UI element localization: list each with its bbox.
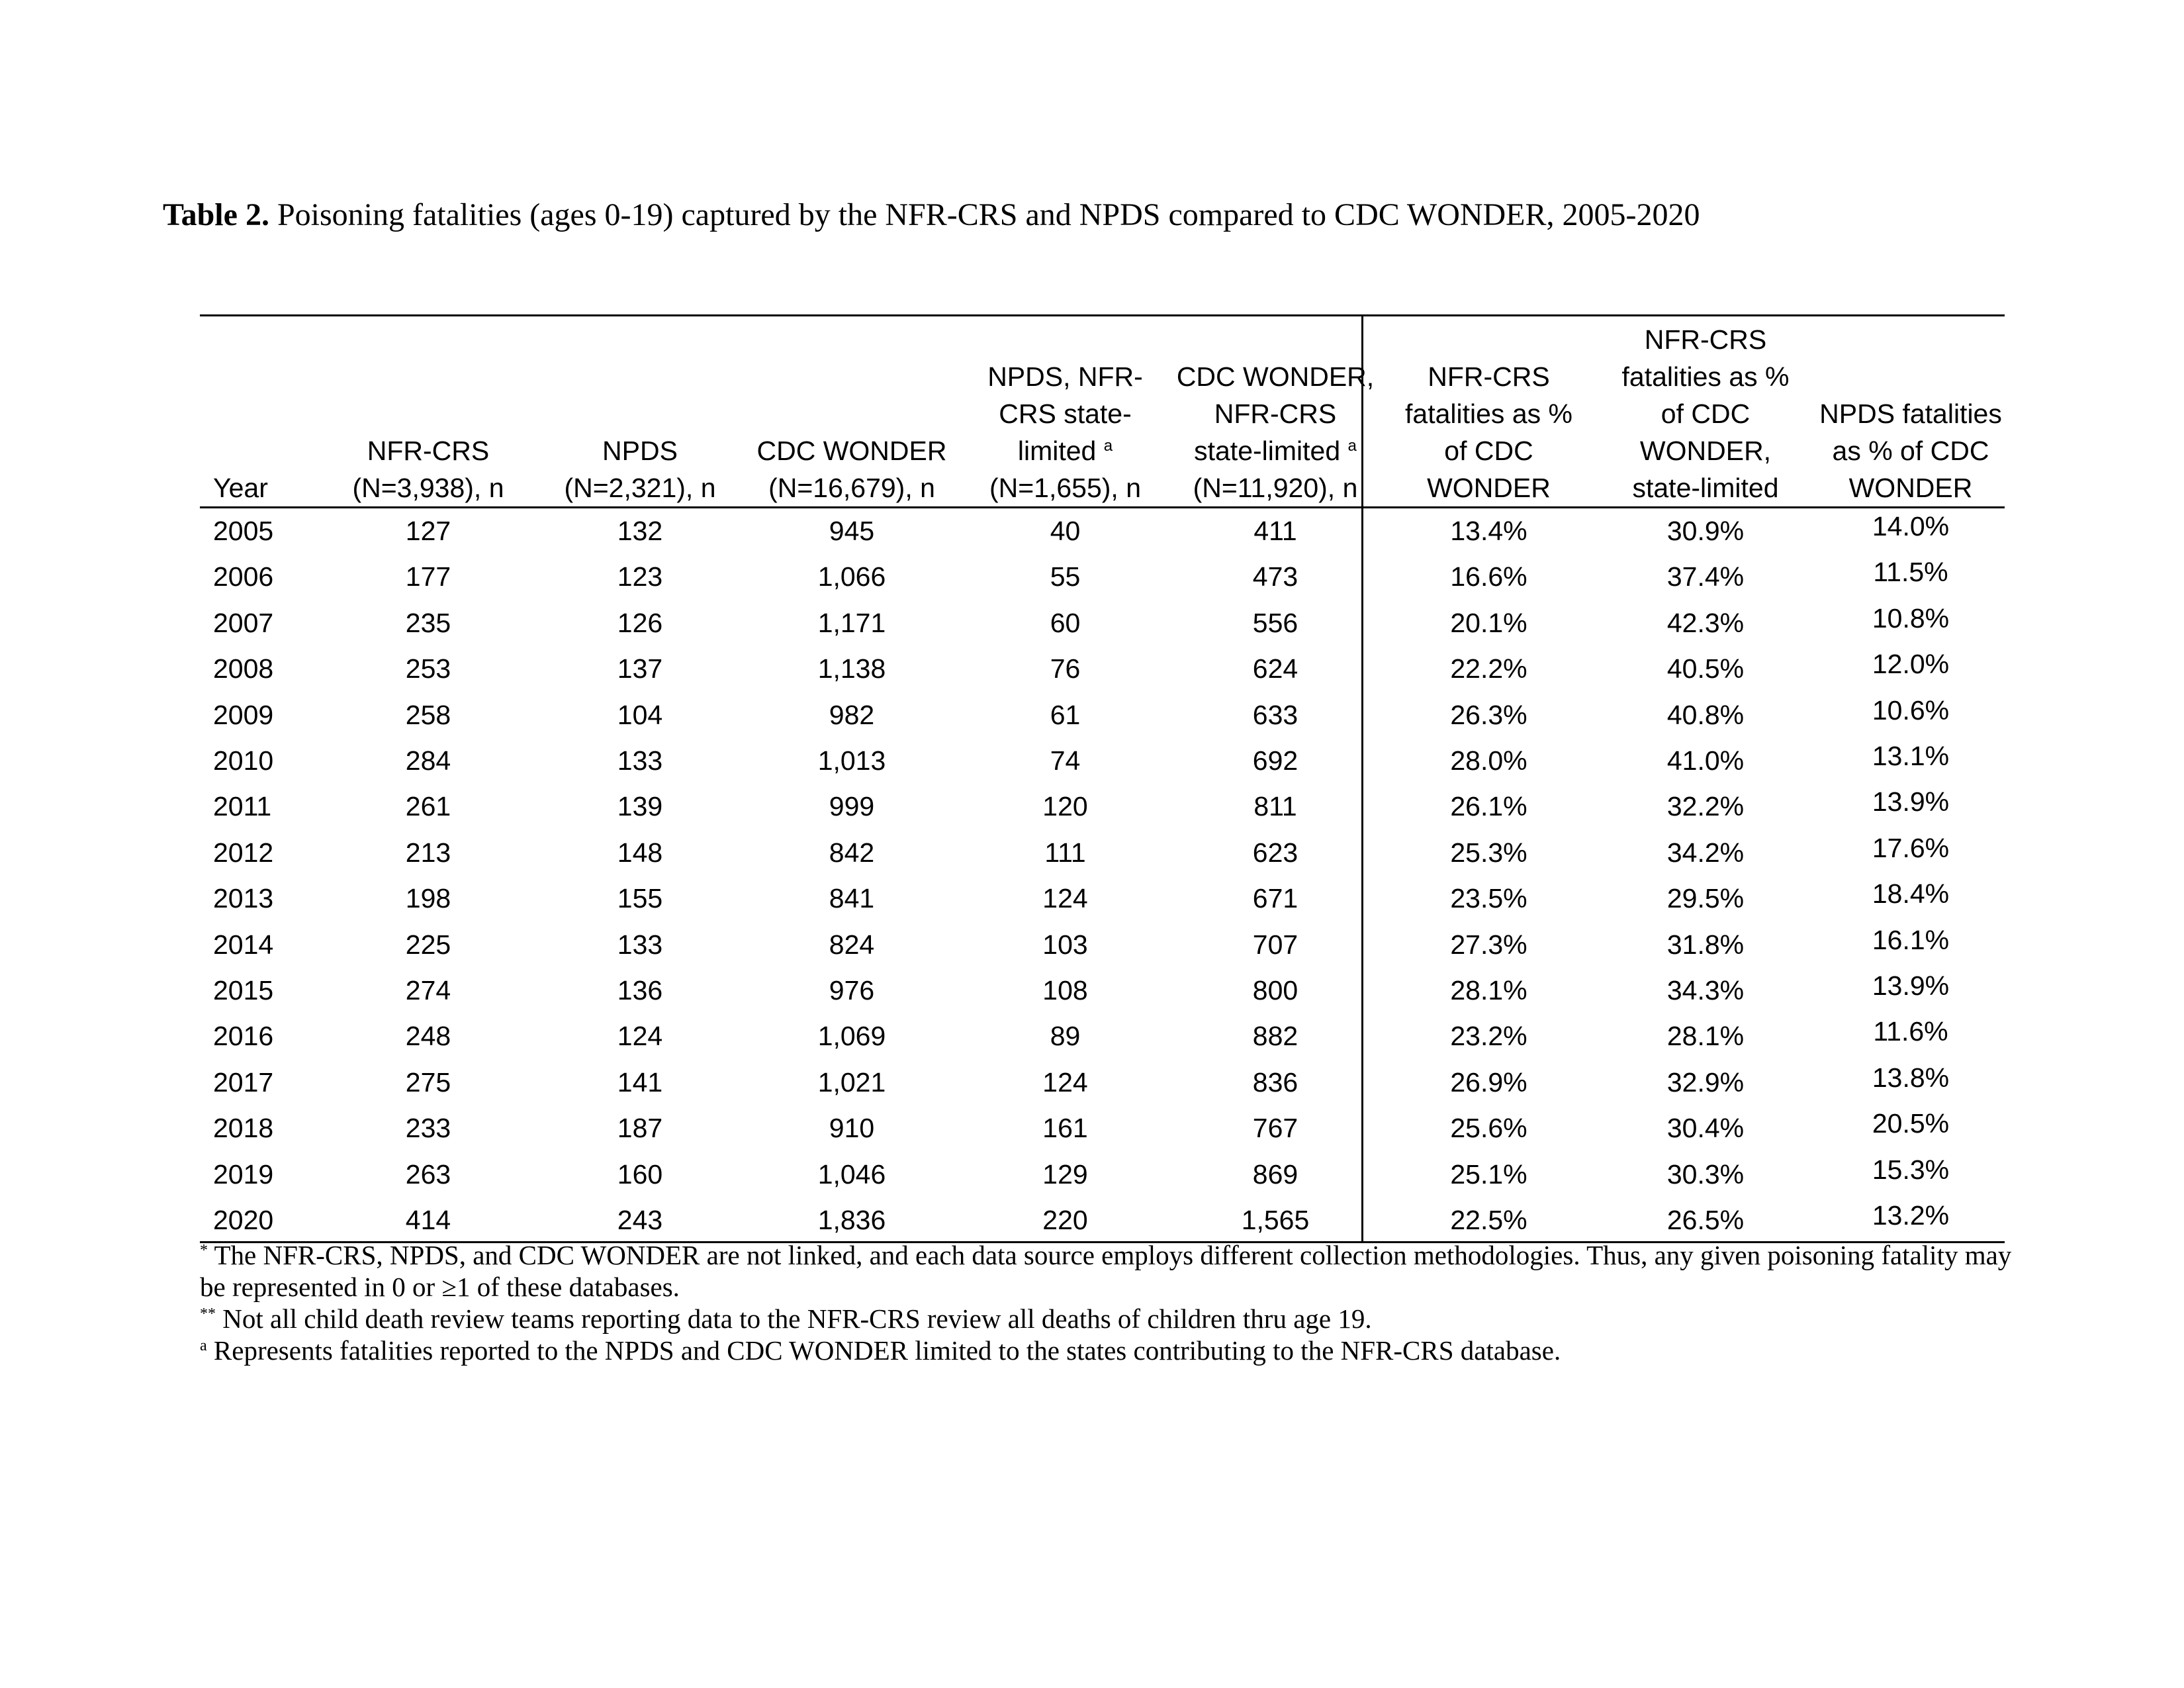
- cell-npds: 160: [617, 1158, 663, 1190]
- cell-npds-pct: 17.6%: [1872, 832, 1950, 863]
- footnote-text: The NFR-CRS, NPDS, and CDC WONDER are not linked, and each data source employs different collection methodologies. Thus, any given poisoning fatality may be represented in 0 or ≥1 of these databases.: [200, 1240, 2012, 1302]
- table-row: [200, 784, 2005, 829]
- cell-npds: 126: [617, 607, 663, 638]
- cell-nfr-crs: 275: [405, 1066, 451, 1098]
- cell-npds-pct: 10.6%: [1872, 694, 1950, 726]
- cell-cdc-state-limited: 623: [1252, 837, 1298, 868]
- cell-cdc-state-limited: 707: [1252, 929, 1298, 960]
- cell-npds: 139: [617, 791, 663, 822]
- cell-nfr-crs: 284: [405, 745, 451, 776]
- column-header-npds: [537, 314, 743, 506]
- cell-nfr-pct-state: 41.0%: [1666, 745, 1745, 776]
- cell-cdc-wonder: 841: [829, 883, 875, 914]
- cell-nfr-pct: 28.1%: [1450, 975, 1527, 1006]
- cell-npds: 132: [617, 516, 663, 546]
- cell-nfr-crs: 248: [405, 1021, 451, 1052]
- cell-nfr-crs: 263: [405, 1158, 451, 1190]
- cell-cdc-wonder: 1,021: [817, 1066, 886, 1098]
- cell-npds-state-limited: 220: [1042, 1205, 1088, 1235]
- cell-npds-state-limited: 111: [1044, 837, 1086, 868]
- cell-npds: 137: [617, 653, 663, 684]
- cell-npds-pct: 15.3%: [1872, 1154, 1950, 1185]
- cell-npds: 155: [617, 883, 663, 914]
- column-header-nfr-crs: [319, 314, 537, 506]
- cell-npds: 133: [617, 745, 663, 776]
- cell-year: 2007: [213, 607, 274, 638]
- footnote-marker: a: [1103, 437, 1113, 455]
- cell-nfr-pct: 16.6%: [1450, 561, 1527, 592]
- cell-npds: 148: [617, 837, 663, 868]
- cell-npds-state-limited: 120: [1042, 791, 1088, 822]
- cell-nfr-pct-state: 26.5%: [1666, 1205, 1745, 1235]
- column-header-line: WONDER,: [1639, 436, 1772, 466]
- cell-nfr-pct: 22.5%: [1450, 1205, 1527, 1235]
- cell-npds-state-limited: 60: [1050, 607, 1081, 638]
- cell-nfr-pct: 23.2%: [1450, 1021, 1527, 1052]
- column-header-line: NFR-CRS: [1644, 324, 1767, 355]
- cell-year: 2018: [213, 1113, 274, 1144]
- cell-cdc-wonder: 1,138: [817, 653, 886, 684]
- cell-cdc-state-limited: 411: [1253, 516, 1297, 546]
- table-row: [200, 1152, 2005, 1197]
- table-row: [200, 1013, 2005, 1059]
- column-header-line: state-limited $^a$: [1194, 436, 1357, 466]
- table-row: [200, 1197, 2005, 1243]
- cell-nfr-pct-state: 31.8%: [1666, 929, 1745, 960]
- cell-npds: 141: [617, 1066, 663, 1098]
- cell-cdc-state-limited: 671: [1252, 883, 1298, 914]
- cell-year: 2005: [213, 516, 274, 546]
- cell-year: 2016: [213, 1021, 274, 1052]
- column-header-nfr-pct-state: [1596, 314, 1815, 506]
- cell-nfr-pct: 13.4%: [1450, 516, 1527, 546]
- cell-cdc-state-limited: 811: [1253, 791, 1297, 822]
- table-row: [200, 692, 2005, 738]
- cell-cdc-wonder: 824: [829, 929, 875, 960]
- footnote-marker: a: [200, 1337, 207, 1354]
- column-header-line: (N=2,321), n: [564, 473, 716, 503]
- cell-npds: 124: [617, 1021, 663, 1052]
- cell-cdc-wonder: 999: [829, 791, 875, 822]
- column-header-year: [213, 314, 312, 506]
- footnote-text: Represents fatalities reported to the NPDS and CDC WONDER limited to the states contributing to the NFR-CRS database.: [206, 1335, 1561, 1366]
- cell-npds-state-limited: 161: [1042, 1113, 1088, 1144]
- footnote-marker: a: [1347, 437, 1357, 455]
- cell-nfr-crs: 127: [405, 516, 451, 546]
- table-row: [200, 830, 2005, 876]
- cell-npds-state-limited: 103: [1042, 929, 1088, 960]
- table-caption: [163, 196, 1700, 234]
- cell-npds-pct: 13.8%: [1872, 1062, 1950, 1093]
- footnote-marker: **: [200, 1305, 216, 1323]
- cell-cdc-wonder: 976: [829, 975, 875, 1006]
- footnote: [200, 1303, 2013, 1335]
- cell-cdc-wonder: 842: [829, 837, 875, 868]
- cell-cdc-state-limited: 692: [1252, 745, 1298, 776]
- cell-nfr-crs: 261: [405, 791, 451, 822]
- cell-npds-pct: 13.9%: [1872, 786, 1950, 818]
- cell-npds: 243: [617, 1205, 663, 1235]
- column-header-cdc-state-limited: [1169, 314, 1381, 506]
- cell-year: 2019: [213, 1158, 274, 1190]
- cell-npds-pct: 18.4%: [1872, 878, 1950, 910]
- table-title: Poisoning fatalities (ages 0-19) captured by the NFR-CRS and NPDS compared to CDC WONDER, 2005-2020: [277, 197, 1700, 232]
- cell-cdc-wonder: 1,066: [817, 561, 886, 592]
- column-header-npds-pct: [1815, 314, 2007, 506]
- cell-npds: 104: [617, 699, 663, 730]
- cell-year: 2013: [213, 883, 274, 914]
- cell-cdc-state-limited: 882: [1252, 1021, 1298, 1052]
- column-header-npds-state-limited: [961, 314, 1169, 506]
- cell-cdc-state-limited: 633: [1252, 699, 1298, 730]
- cell-year: 2012: [213, 837, 274, 868]
- cell-npds-pct: 12.0%: [1872, 649, 1950, 680]
- cell-nfr-pct: 22.2%: [1450, 653, 1527, 684]
- column-header-line: of CDC: [1444, 436, 1533, 466]
- cell-npds-state-limited: 40: [1050, 516, 1081, 546]
- cell-cdc-state-limited: 556: [1252, 607, 1298, 638]
- cell-nfr-pct-state: 42.3%: [1666, 607, 1745, 638]
- cell-nfr-pct-state: 32.9%: [1666, 1066, 1745, 1098]
- cell-cdc-wonder: 982: [829, 699, 875, 730]
- footnote-marker: *: [200, 1242, 208, 1259]
- cell-nfr-pct: 27.3%: [1450, 929, 1527, 960]
- cell-cdc-state-limited: 1,565: [1241, 1205, 1310, 1235]
- column-header-line: NPDS: [602, 436, 678, 466]
- cell-npds-pct: 11.5%: [1873, 557, 1948, 588]
- column-header-nfr-pct: [1381, 314, 1596, 506]
- table-row: [200, 646, 2005, 692]
- cell-npds-state-limited: 55: [1050, 561, 1081, 592]
- column-header-line: NFR-CRS: [367, 436, 490, 466]
- cell-npds-pct: 10.8%: [1872, 602, 1950, 633]
- cell-npds-state-limited: 74: [1050, 745, 1081, 776]
- cell-npds-pct: 13.1%: [1872, 741, 1950, 771]
- table-row: [200, 554, 2005, 600]
- cell-npds-pct: 11.6%: [1873, 1016, 1948, 1047]
- column-header-line: CRS state-: [999, 399, 1132, 429]
- cell-nfr-pct: 25.6%: [1450, 1113, 1527, 1144]
- cell-nfr-pct-state: 34.2%: [1666, 837, 1745, 868]
- cell-npds: 133: [617, 929, 663, 960]
- cell-nfr-pct-state: 37.4%: [1666, 561, 1745, 592]
- column-header-line: fatalities as %: [1405, 399, 1572, 429]
- cell-npds-pct: 16.1%: [1872, 924, 1950, 955]
- column-header-line: (N=11,920), n: [1193, 473, 1358, 503]
- cell-npds-state-limited: 129: [1042, 1158, 1088, 1190]
- column-header-line: CDC WONDER: [756, 436, 947, 466]
- cell-nfr-pct-state: 29.5%: [1666, 883, 1745, 914]
- column-header-line: NPDS fatalities: [1819, 399, 2002, 429]
- table-row: [200, 876, 2005, 921]
- table-row: [200, 1105, 2005, 1151]
- cell-year: 2020: [213, 1205, 274, 1235]
- cell-nfr-crs: 253: [405, 653, 451, 684]
- cell-cdc-wonder: 1,836: [817, 1205, 886, 1235]
- column-header-line: fatalities as %: [1621, 361, 1790, 392]
- cell-cdc-wonder: 1,046: [817, 1158, 886, 1190]
- column-header-line: WONDER: [1848, 473, 1973, 503]
- cell-npds-state-limited: 124: [1042, 1066, 1088, 1098]
- column-header-line: (N=16,679), n: [768, 473, 935, 503]
- cell-nfr-pct: 28.0%: [1450, 745, 1527, 776]
- column-header-line: NPDS, NFR-: [987, 361, 1143, 392]
- footnote: [200, 1335, 2013, 1366]
- cell-nfr-pct: 25.1%: [1450, 1158, 1527, 1190]
- table-row: [200, 968, 2005, 1013]
- column-header-line: (N=3,938), n: [352, 473, 504, 503]
- cell-year: 2010: [213, 745, 274, 776]
- cell-year: 2008: [213, 653, 274, 684]
- cell-year: 2017: [213, 1066, 274, 1098]
- cell-npds-state-limited: 108: [1042, 975, 1088, 1006]
- table-row: [200, 922, 2005, 968]
- cell-nfr-pct-state: 30.4%: [1666, 1113, 1745, 1144]
- column-header-line: WONDER: [1427, 473, 1551, 503]
- column-header-line: state-limited: [1632, 473, 1779, 503]
- cell-cdc-state-limited: 869: [1252, 1158, 1298, 1190]
- cell-cdc-wonder: 945: [829, 516, 875, 546]
- cell-cdc-state-limited: 624: [1252, 653, 1298, 684]
- cell-npds-state-limited: 61: [1050, 699, 1081, 730]
- cell-year: 2011: [213, 791, 272, 822]
- cell-nfr-pct: 23.5%: [1450, 883, 1527, 914]
- table-row: [200, 1060, 2005, 1105]
- cell-year: 2009: [213, 699, 274, 730]
- cell-npds: 136: [617, 975, 663, 1006]
- cell-nfr-pct: 20.1%: [1450, 607, 1527, 638]
- cell-cdc-wonder: 1,069: [817, 1021, 886, 1052]
- table-row: [200, 600, 2005, 646]
- table-label: Table 2.: [163, 197, 269, 232]
- cell-nfr-pct-state: 40.8%: [1666, 699, 1745, 730]
- cell-nfr-crs: 258: [405, 699, 451, 730]
- cell-npds-pct: 13.2%: [1872, 1200, 1950, 1231]
- cell-nfr-crs: 177: [405, 561, 451, 592]
- cell-npds-state-limited: 76: [1050, 653, 1081, 684]
- cell-npds-pct: 20.5%: [1872, 1108, 1950, 1139]
- column-header-line: NFR-CRS: [1214, 399, 1337, 429]
- cell-npds-pct: 13.9%: [1872, 970, 1950, 1001]
- column-header-line: (N=1,655), n: [989, 473, 1142, 503]
- cell-npds-pct: 14.0%: [1872, 511, 1950, 541]
- cell-cdc-state-limited: 473: [1252, 561, 1298, 592]
- cell-npds-state-limited: 89: [1050, 1021, 1081, 1052]
- cell-nfr-crs: 225: [405, 929, 451, 960]
- cell-nfr-crs: 274: [405, 975, 451, 1006]
- cell-year: 2006: [213, 561, 274, 592]
- cell-cdc-state-limited: 767: [1252, 1113, 1298, 1144]
- column-header-line: as % of CDC: [1832, 436, 1989, 466]
- footnote: [200, 1239, 2013, 1303]
- cell-nfr-pct: 26.1%: [1450, 791, 1527, 822]
- cell-nfr-pct: 26.9%: [1450, 1066, 1527, 1098]
- cell-npds-state-limited: 124: [1042, 883, 1088, 914]
- cell-nfr-pct-state: 30.9%: [1666, 516, 1745, 546]
- table-row: [200, 738, 2005, 784]
- cell-cdc-state-limited: 836: [1252, 1066, 1298, 1098]
- cell-year: 2015: [213, 975, 274, 1006]
- cell-nfr-crs: 235: [405, 607, 451, 638]
- cell-cdc-wonder: 910: [829, 1113, 875, 1144]
- cell-nfr-crs: 213: [405, 837, 451, 868]
- column-header-line: NFR-CRS: [1428, 361, 1550, 392]
- cell-nfr-pct-state: 32.2%: [1666, 791, 1745, 822]
- cell-nfr-pct: 26.3%: [1450, 699, 1527, 730]
- cell-nfr-crs: 233: [405, 1113, 451, 1144]
- column-header-cdc-wonder: [743, 314, 961, 506]
- column-header-line: CDC WONDER,: [1176, 361, 1375, 392]
- cell-cdc-wonder: 1,171: [817, 607, 886, 638]
- cell-nfr-pct-state: 40.5%: [1666, 653, 1745, 684]
- cell-npds: 123: [617, 561, 663, 592]
- column-header-line: Year: [213, 473, 268, 503]
- column-header-line: limited $^a$: [1017, 436, 1113, 466]
- cell-nfr-crs: 414: [405, 1205, 451, 1235]
- cell-nfr-pct-state: 30.3%: [1666, 1158, 1745, 1190]
- cell-nfr-pct-state: 34.3%: [1666, 975, 1745, 1006]
- cell-cdc-state-limited: 800: [1252, 975, 1298, 1006]
- cell-nfr-crs: 198: [405, 883, 451, 914]
- footnote-text: Not all child death review teams reporting data to the NFR-CRS review all deaths of children thru age 19.: [216, 1303, 1372, 1334]
- table-footnotes: [200, 1239, 2013, 1366]
- cell-npds: 187: [617, 1113, 663, 1144]
- table-row: [200, 508, 2005, 554]
- column-header-line: of CDC: [1661, 399, 1751, 429]
- cell-cdc-wonder: 1,013: [817, 745, 886, 776]
- cell-nfr-pct: 25.3%: [1450, 837, 1527, 868]
- cell-year: 2014: [213, 929, 274, 960]
- cell-nfr-pct-state: 28.1%: [1666, 1021, 1745, 1052]
